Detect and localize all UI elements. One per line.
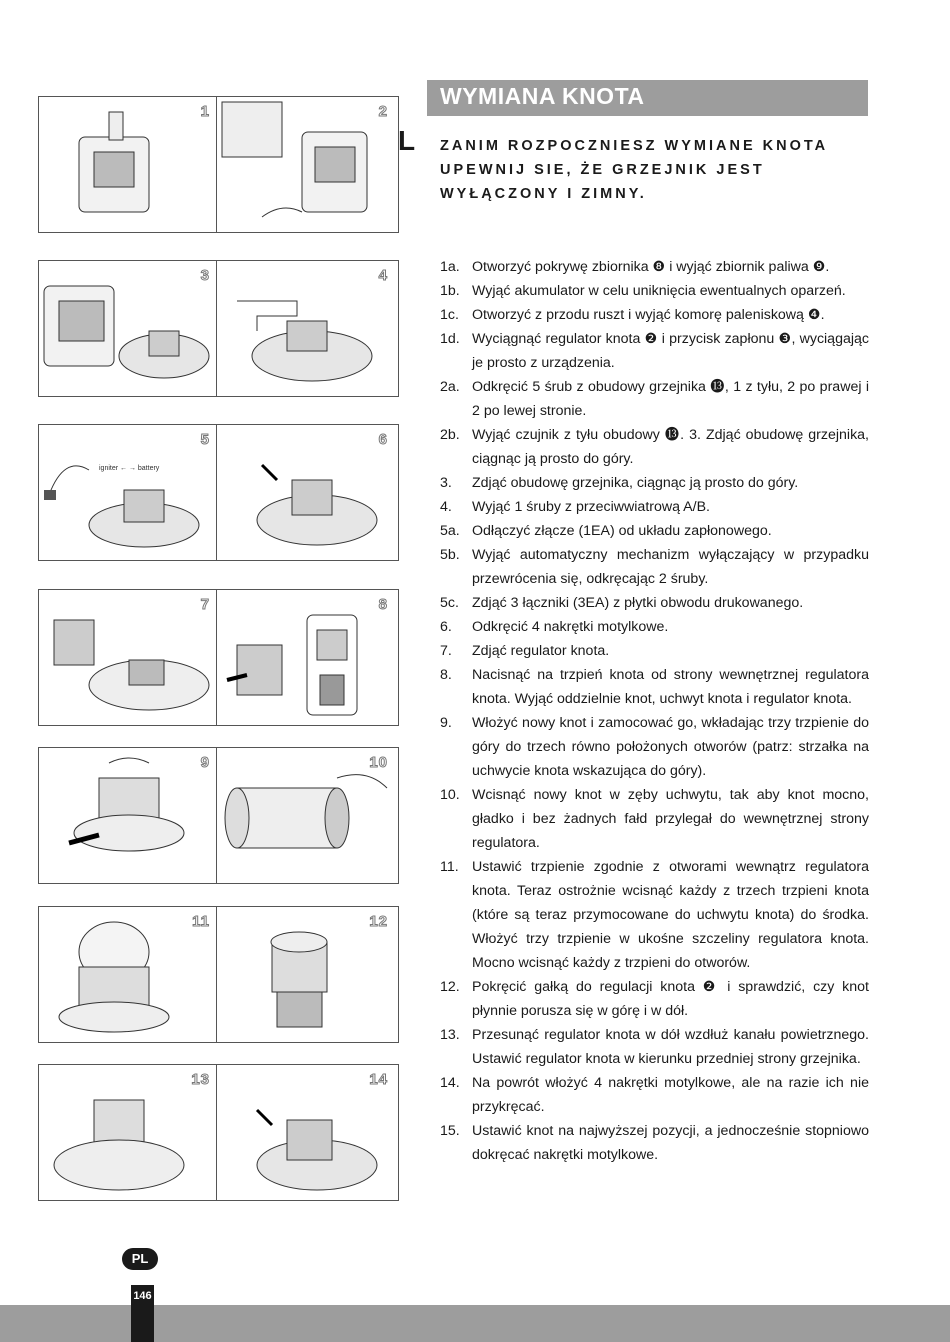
illustration-icon <box>217 97 397 231</box>
step-number: 5b. <box>440 547 460 563</box>
figure-panel-12 <box>216 906 399 1043</box>
illustration-icon <box>39 590 219 724</box>
step-text: Przesunąć regulator knota w dół wzdłuż kanału powietrznego. Ustawić regulator knota w kierunku przedniej strony grzejnika. <box>472 1027 869 1067</box>
step-text: Wyjąć akumulator w celu uniknięcia ewentualnych oparzeń. <box>472 283 846 299</box>
step-text: Nacisnąć na trzpień knota od strony wewnętrznej regulatora knota. Wyjąć oddzielnie knot, uchwyt knota i regulator knota. <box>472 667 869 707</box>
figure-panel-2 <box>216 96 399 233</box>
warning-icon: L <box>398 125 416 156</box>
step-item <box>440 519 869 543</box>
figure-panel-13 <box>38 1064 221 1201</box>
step-item <box>440 1023 869 1071</box>
figure-number: 14 <box>369 1071 388 1088</box>
step-text: Otworzyć pokrywę zbiornika ❽ i wyjąć zbiornik paliwa ❾. <box>472 259 830 275</box>
figure-panel-9 <box>38 747 221 884</box>
step-number: 5c. <box>440 595 459 611</box>
section-title-bar <box>427 80 868 116</box>
step-text: Odkręcić 5 śrub z obudowy grzejnika ⓭, 1 z tyłu, 2 po prawej i 2 po lewej stronie. <box>472 379 869 419</box>
step-item <box>440 543 869 591</box>
step-text: Zdjąć obudowę grzejnika, ciągnąc ją prosto do góry. <box>472 475 799 491</box>
figure-number: 11 <box>192 913 210 930</box>
figure-panel-8 <box>216 589 399 726</box>
figure-number: 8 <box>378 596 388 613</box>
step-number: 10. <box>440 787 460 803</box>
step-text: Zdjąć regulator knota. <box>472 643 610 659</box>
figure-number: 10 <box>369 754 388 771</box>
figure-panel-6 <box>216 424 399 561</box>
step-number: 2a. <box>440 379 460 395</box>
figure-number: 1 <box>200 103 210 120</box>
illustration-icon <box>217 261 397 395</box>
svg-text:igniter ← → battery: igniter ← → battery <box>99 465 160 472</box>
section-title: WYMIANA KNOTA <box>440 83 645 109</box>
step-number: 14. <box>440 1075 460 1091</box>
illustration-icon <box>39 748 219 882</box>
warning-text: ZANIM ROZPOCZNIESZ WYMIANE KNOTA UPEWNIJ SIE, ŻE GRZEJNIK JEST WYŁĄCZONY I ZIMNY. <box>440 138 828 202</box>
step-number: 11. <box>440 859 459 875</box>
step-number: 6. <box>440 619 452 635</box>
step-text: Wyjąć automatyczny mechanizm wyłączający w przypadku przewrócenia się, odkręcając 2 śruby. <box>472 547 869 587</box>
step-number: 9. <box>440 715 452 731</box>
figure-number: 4 <box>378 267 388 284</box>
step-item <box>440 711 869 783</box>
step-item <box>440 279 869 303</box>
step-item <box>440 783 869 855</box>
step-text: Włożyć nowy knot i zamocować go, wkładając trzy trzpienie do góry do trzech równo położonych otworów (patrz: strzałka na uchwycie knota wskazująca do góry). <box>472 715 869 779</box>
illustration-icon <box>39 425 219 559</box>
step-number: 1b. <box>440 283 460 299</box>
illustration-icon <box>39 97 219 231</box>
illustration-icon <box>217 425 397 559</box>
step-text: Wyjąć 1 śruby z przeciwwiatrową A/B. <box>472 499 710 515</box>
step-item <box>440 591 869 615</box>
page-number-tab <box>131 1285 154 1342</box>
step-text: Otworzyć z przodu ruszt i wyjąć komorę paleniskową ❹. <box>472 307 825 323</box>
step-item <box>440 1071 869 1119</box>
step-number: 12. <box>440 979 460 995</box>
step-item <box>440 855 869 975</box>
step-item <box>440 255 869 279</box>
step-item <box>440 1119 869 1167</box>
figure-panel-4 <box>216 260 399 397</box>
step-number: 7. <box>440 643 452 659</box>
step-item <box>440 975 869 1023</box>
step-item <box>440 495 869 519</box>
language-badge: PL <box>122 1248 158 1270</box>
figure-number: 7 <box>200 596 210 613</box>
step-text: Wyciągnąć regulator knota ❷ i przycisk zapłonu ❸, wyciągając je prosto z urządzenia. <box>472 331 869 371</box>
step-number: 13. <box>440 1027 460 1043</box>
step-text: Pokręcić gałką do regulacji knota ❷ i sprawdzić, czy knot płynnie porusza się w górę i w dół. <box>472 979 869 1019</box>
figure-number: 2 <box>378 103 388 120</box>
figure-panel-10 <box>216 747 399 884</box>
figure-panel-3 <box>38 260 221 397</box>
step-number: 1d. <box>440 331 460 347</box>
step-item <box>440 471 869 495</box>
step-number: 4. <box>440 499 452 515</box>
step-number: 1c. <box>440 307 459 323</box>
step-number: 15. <box>440 1123 460 1139</box>
figure-panel-14 <box>216 1064 399 1201</box>
step-number: 5a. <box>440 523 460 539</box>
step-text: Ustawić knot na najwyższej pozycji, a jednocześnie stopniowo dokręcać nakrętki motylkowe. <box>472 1123 869 1163</box>
page-number: 146 <box>133 1290 152 1302</box>
step-text: Odkręcić 4 nakrętki motylkowe. <box>472 619 669 635</box>
step-number: 1a. <box>440 259 460 275</box>
step-item <box>440 423 869 471</box>
figure-number: 6 <box>378 431 388 448</box>
figure-panel-11 <box>38 906 221 1043</box>
step-text: Zdjąć 3 łączniki (3EA) z płytki obwodu drukowanego. <box>472 595 804 611</box>
step-number: 8. <box>440 667 452 683</box>
step-text: Wyjąć czujnik z tyłu obudowy ⓭. 3. Zdjąć obudowę grzejnika, ciągnąc ją prosto do góry. <box>472 427 869 467</box>
step-text: Ustawić trzpienie zgodnie z otworami wewnątrz regulatora knota. Teraz ostrożnie wcisnąć każdy z trzech trzpieni knota (które są teraz przymocowane do uchwytu knota) do środka. Włożyć trzy trzpienie w ukośne szczeliny regulatora knota. Mocno wcisnąć każdy z trzpieni do otworów. <box>472 859 869 971</box>
step-item <box>440 375 869 423</box>
figure-panel-7 <box>38 589 221 726</box>
step-text: Odłączyć złącze (1EA) od układu zapłonowego. <box>472 523 772 539</box>
figure-panel-1 <box>38 96 221 233</box>
figure-panel-5 <box>38 424 221 561</box>
steps-list <box>440 255 869 1167</box>
step-item <box>440 303 869 327</box>
step-text: Wcisnąć nowy knot w zęby uchwytu, tak aby knot mocno, gładko i bez żadnych fałd przylegał do wewnętrznej strony regulatora. <box>472 787 869 851</box>
step-item <box>440 639 869 663</box>
step-text: Na powrót włożyć 4 nakrętki motylkowe, ale na razie ich nie przykręcać. <box>472 1075 869 1115</box>
illustration-icon <box>39 261 219 395</box>
figure-number: 3 <box>200 267 210 284</box>
illustration-icon <box>217 590 397 724</box>
step-item <box>440 615 869 639</box>
step-item <box>440 327 869 375</box>
step-item <box>440 663 869 711</box>
step-number: 3. <box>440 475 452 491</box>
step-number: 2b. <box>440 427 460 443</box>
figure-number: 12 <box>369 913 388 930</box>
figure-number: 13 <box>191 1071 210 1088</box>
figure-number: 9 <box>200 754 210 771</box>
figure-number: 5 <box>200 431 210 448</box>
